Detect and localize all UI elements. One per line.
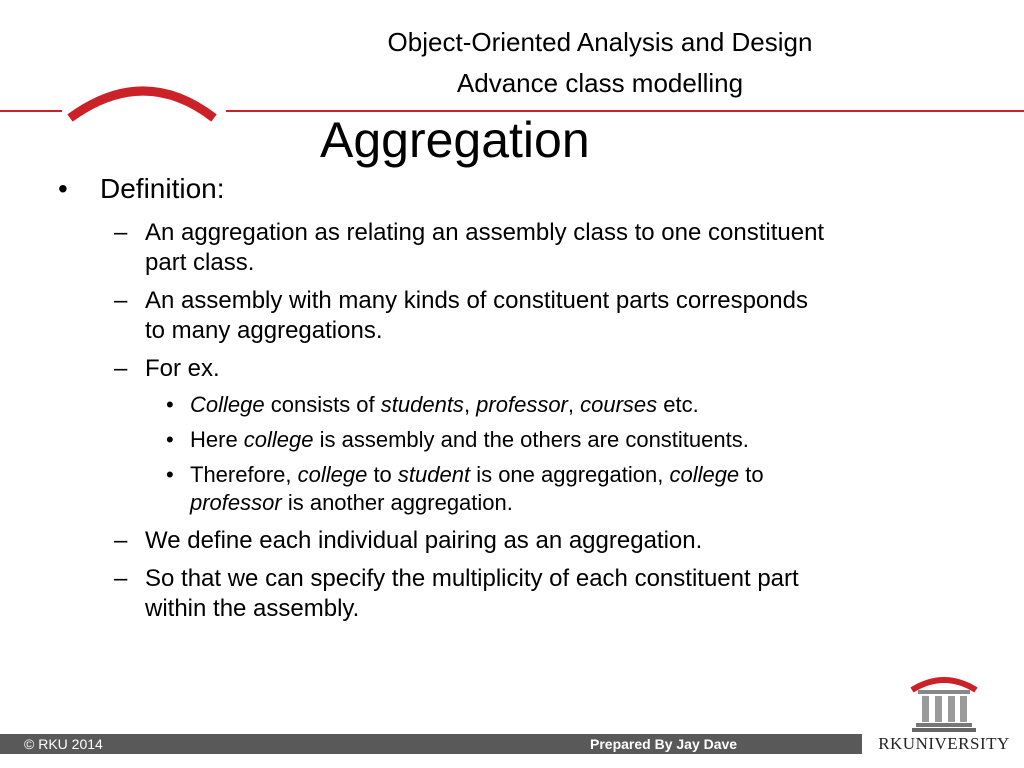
- red-arc-icon: [62, 78, 226, 122]
- footer-author: Prepared By Jay Dave: [590, 736, 738, 752]
- footer-copyright: © RKU 2014: [24, 736, 103, 752]
- item-line: So that we can specify the multiplicity of each constituent part: [145, 565, 799, 592]
- dash-marker: –: [114, 527, 128, 554]
- logo-text: RKUNIVERSITY: [878, 734, 1010, 753]
- slide-title: Aggregation: [320, 112, 590, 168]
- footer-bar: [0, 734, 862, 754]
- university-logo: [868, 676, 1020, 760]
- item-line: For ex.: [145, 355, 220, 382]
- dash-marker: –: [114, 287, 128, 314]
- example-line: College consists of students, professor, courses etc.: [190, 392, 699, 417]
- dash-marker: –: [114, 219, 128, 246]
- course-title: Object-Oriented Analysis and Design: [387, 27, 813, 57]
- header-rule-left: [0, 110, 62, 112]
- item-line: An aggregation as relating an assembly class to one constituent: [145, 219, 825, 246]
- item-line: part class.: [145, 249, 255, 276]
- dash-marker: –: [114, 565, 128, 592]
- bullet-marker: •: [58, 173, 68, 204]
- item-line: We define each individual pairing as an aggregation.: [145, 527, 703, 554]
- example-line: Therefore, college to student is one aggregation, college to: [190, 462, 764, 487]
- sub-bullet-marker: •: [166, 392, 174, 417]
- item-line: to many aggregations.: [145, 317, 383, 344]
- pillars-icon: [868, 676, 1020, 736]
- definition-label: Definition:: [100, 173, 225, 204]
- item-line: An assembly with many kinds of constituent parts corresponds: [145, 287, 808, 314]
- sub-bullet-marker: •: [166, 427, 174, 452]
- chapter-title: Advance class modelling: [456, 68, 744, 98]
- item-line: within the assembly.: [145, 595, 360, 622]
- example-line: Here college is assembly and the others are constituents.: [190, 427, 749, 452]
- example-line: professor is another aggregation.: [190, 490, 513, 515]
- sub-bullet-marker: •: [166, 462, 174, 487]
- dash-marker: –: [114, 355, 128, 382]
